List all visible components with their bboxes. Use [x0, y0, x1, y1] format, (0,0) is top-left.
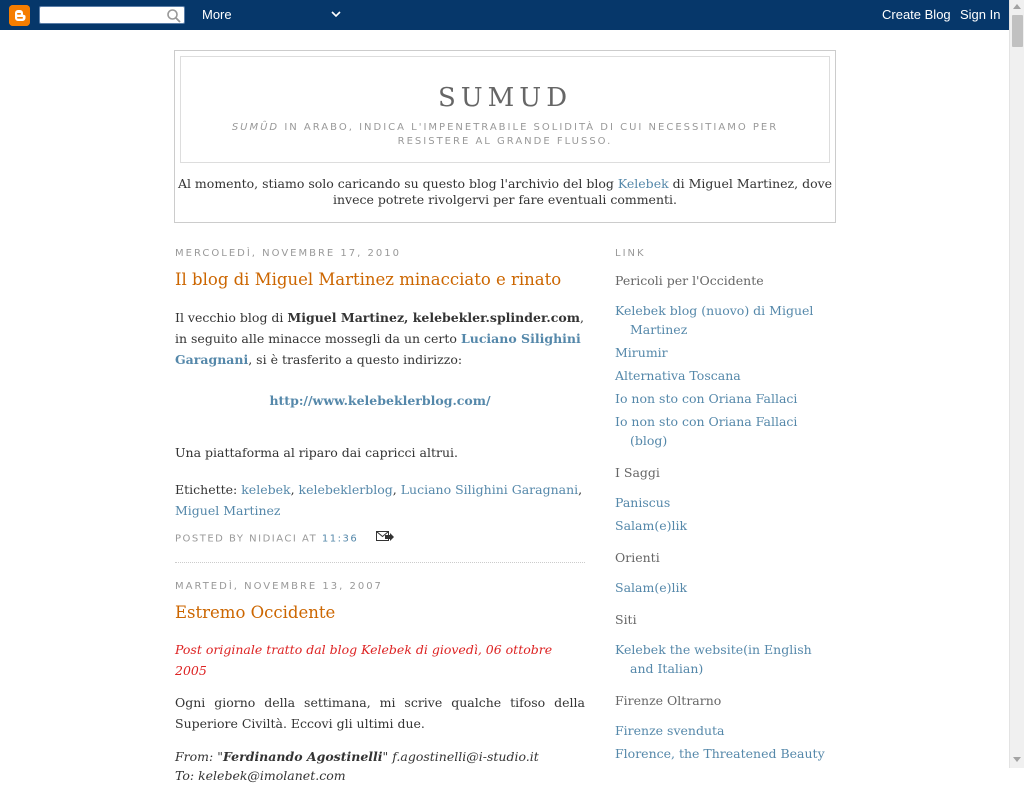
link-list [615, 493, 825, 535]
post-footer [175, 531, 585, 546]
create-blog-link[interactable]: Create Blog [882, 7, 951, 22]
bold-text: Miguel Martinez, kelebekler.splinder.com [287, 310, 580, 325]
list-item [615, 578, 825, 597]
list-item [615, 343, 825, 362]
text: Il vecchio blog di [175, 310, 288, 325]
original-post-note: Post originale tratto dal blog Kelebek di giovedì, 06 ottobre 2005 [175, 642, 553, 678]
sidebar-link[interactable]: Salam(e)lik [615, 580, 688, 595]
post-labels: Etichette: kelebek, kelebeklerblog, Luciano Silighini Garagnani, Miguel Martinez [175, 482, 583, 518]
post-body [175, 639, 585, 785]
post-title[interactable]: Estremo Occidente [175, 603, 336, 622]
post-author: NIDIACI [249, 533, 298, 545]
link-group [615, 463, 825, 535]
text: From: " [175, 749, 223, 764]
note-text-before: Al momento, stiamo solo caricando su questo blog l'archivio del blog [177, 176, 618, 191]
link-list [615, 721, 825, 763]
text: , in seguito alle minacce mossegli da un certo [175, 310, 584, 346]
main-column [175, 244, 585, 785]
blogger-navbar [0, 0, 1009, 30]
kelebek-link[interactable]: Kelebek [617, 176, 669, 191]
link-group [615, 548, 825, 597]
blog-header [174, 50, 836, 223]
link-group [615, 691, 825, 763]
label-link[interactable]: Miguel Martinez [175, 503, 281, 518]
scrollbar-thumb[interactable] [1012, 15, 1023, 47]
link-group-title: Siti [615, 612, 637, 627]
label-link[interactable]: kelebek [241, 482, 291, 497]
post-paragraph [175, 307, 585, 370]
link-group [615, 271, 825, 450]
link-group-title: I Saggi [615, 465, 660, 480]
sidebar-link[interactable]: Alternativa Toscana [615, 368, 741, 383]
list-item [615, 412, 825, 450]
post-separator [175, 562, 585, 563]
post-paragraph: Ogni giorno della settimana, mi scrive qualche tifoso della Superiore Civiltà. Eccovi gli ultimi due. [175, 695, 585, 731]
list-item [615, 389, 825, 408]
label-link[interactable]: kelebeklerblog [298, 482, 393, 497]
new-blog-url-link[interactable]: http://www.kelebeklerblog.com/ [269, 393, 491, 408]
list-item [615, 301, 825, 339]
link-group-title: Firenze Oltrarno [615, 693, 722, 708]
sidebar-link[interactable]: Salam(e)lik [615, 518, 688, 533]
sidebar-link[interactable]: Kelebek blog (nuovo) di Miguel Martinez [615, 303, 814, 337]
sidebar-heading: LINK [615, 248, 646, 259]
sidebar [615, 244, 825, 776]
sidebar-link[interactable]: Mirumir [615, 345, 668, 360]
more-menu[interactable]: More [202, 7, 232, 22]
post-body [175, 307, 585, 521]
blog-description [225, 121, 785, 149]
post-paragraph: Una piattaforma al riparo dai capricci altrui. [175, 445, 458, 460]
list-item [615, 744, 825, 763]
description-em: SUMÛD [231, 122, 280, 133]
search-input[interactable] [39, 6, 185, 24]
list-item [615, 493, 825, 512]
labels-prefix: Etichette: [175, 482, 242, 497]
sidebar-link[interactable]: Kelebek the website(in English and Italian) [615, 642, 812, 676]
blogger-logo-icon[interactable] [9, 5, 30, 26]
email-from-line [175, 746, 585, 767]
blog-title[interactable]: SUMUD [437, 83, 573, 113]
scroll-up-arrow-icon[interactable] [1013, 4, 1021, 9]
list-item [615, 640, 825, 678]
description-rest: IN ARABO, INDICA L'IMPENETRABILE SOLIDITÀ DI CUI NECESSITIAMO PER RESISTERE AL GRANDE FLUSSO. [279, 122, 779, 147]
sidebar-link[interactable]: Io non sto con Oriana Fallaci [615, 391, 798, 406]
text: , si è trasferito a questo indirizzo: [248, 352, 463, 367]
email-post-icon[interactable] [376, 531, 394, 546]
chevron-down-icon[interactable] [330, 8, 342, 20]
link-list [615, 301, 825, 450]
sender-name: Ferdinando Agostinelli [222, 749, 383, 764]
sidebar-link[interactable]: Florence, the Threatened Beauty [615, 746, 825, 761]
list-item [615, 721, 825, 740]
sidebar-link[interactable]: Io non sto con Oriana Fallaci (blog) [615, 414, 798, 448]
vertical-scrollbar[interactable] [1009, 0, 1024, 768]
posted-by-prefix: POSTED BY [175, 533, 250, 545]
search-icon[interactable] [166, 8, 182, 24]
text: " f.agostinelli@i-studio.it [382, 749, 539, 764]
post-timestamp-link[interactable]: 11:36 [321, 533, 359, 545]
link-group-title: Orienti [615, 550, 660, 565]
date-header: MERCOLEDÌ, NOVEMBRE 17, 2010 [175, 248, 401, 259]
header-note [175, 176, 835, 208]
list-item [615, 366, 825, 385]
sidebar-link[interactable]: Firenze svenduta [615, 723, 725, 738]
note-text-after: di Miguel Martinez, dove invece potrete rivolgervi per fare eventuali commenti. [332, 176, 833, 207]
list-item [615, 516, 825, 535]
label-link[interactable]: Luciano Silighini Garagnani [400, 482, 579, 497]
person-link[interactable]: Luciano Silighini Garagnani [175, 331, 581, 367]
url-paragraph [175, 390, 585, 411]
sidebar-link[interactable]: Paniscus [615, 495, 671, 510]
link-group-title: Pericoli per l'Occidente [615, 273, 764, 288]
sign-in-link[interactable]: Sign In [960, 7, 1001, 22]
email-to-line: To: kelebek@imolanet.com [175, 768, 346, 783]
scroll-down-arrow-icon[interactable] [1013, 757, 1021, 762]
post-title[interactable]: Il blog di Miguel Martinez minacciato e rinato [175, 270, 562, 289]
link-group [615, 610, 825, 678]
link-list [615, 640, 825, 678]
date-header: MARTEDÌ, NOVEMBRE 13, 2007 [175, 581, 383, 592]
link-list [615, 578, 825, 597]
at-text: AT [297, 533, 322, 545]
header-inner [180, 56, 830, 163]
